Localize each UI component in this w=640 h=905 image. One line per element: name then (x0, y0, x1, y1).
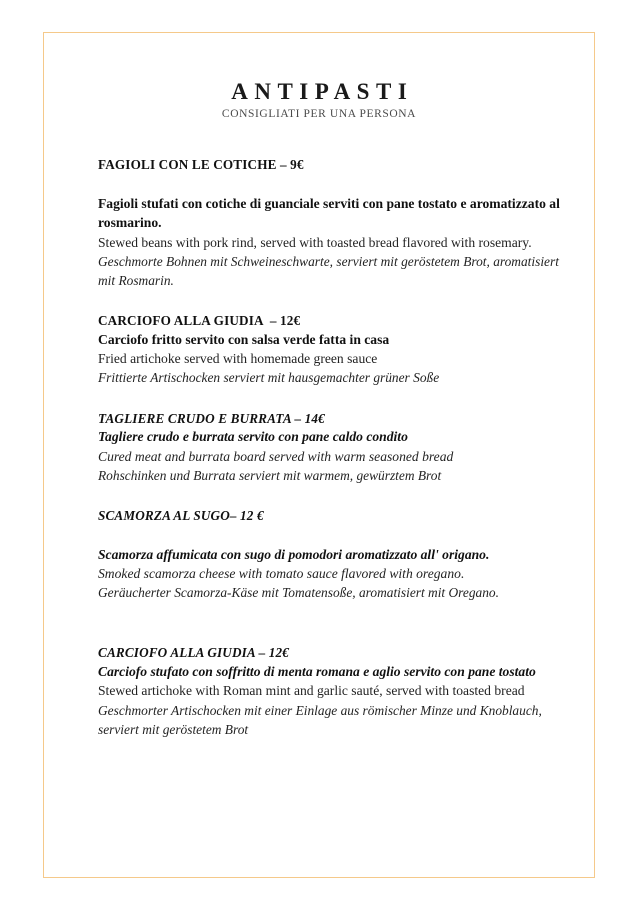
menu-item (98, 312, 567, 387)
menu-item-description-italian: Scamorza affumicata con sugo di pomodori aromatizzato all' origano. (98, 546, 490, 562)
menu-item-description-italian: Carciofo fritto servito con salsa verde fatta in casa (98, 331, 390, 347)
menu-item-name: CARCIOFO ALLA GIUDIA – 12€ (98, 645, 290, 661)
menu-item-description-italian: Carciofo stufato con soffritto di menta romana e aglio servito con pane tostato (98, 664, 536, 680)
menu-item (98, 507, 567, 602)
menu-item-name: FAGIOLI CON LE COTICHE – 9€ (98, 157, 304, 173)
spacer (98, 602, 567, 644)
spacer (98, 290, 567, 312)
menu-item-description-german: Geräucherter Scamorza-Käse mit Tomatensoße, aromatisiert mit Oregano. (98, 585, 499, 601)
spacer (98, 388, 567, 410)
menu-item-description-german: Geschmorter Artischocken mit einer Einlage aus römischer Minze und Knoblauch, serviert mit geröstetem Brot (98, 702, 542, 737)
menu-item-description-english: Stewed beans with pork rind, served with toasted bread flavored with rosemary. (98, 234, 532, 250)
menu-item (98, 156, 567, 290)
menu-item-description-english: Stewed artichoke with Roman mint and garlic sauté, served with toasted bread (98, 683, 525, 699)
spacer (98, 174, 567, 194)
spacer (98, 485, 567, 507)
page-subtitle: CONSIGLIATI PER UNA PERSONA (221, 108, 417, 121)
menu-item-description-italian: Tagliere crudo e burrata servito con pane caldo condito (98, 429, 408, 445)
menu-item-description-english: Cured meat and burrata board served with warm seasoned bread (98, 448, 454, 464)
menu-item-description-german: Geschmorte Bohnen mit Schweineschwarte, serviert mit geröstetem Brot, aromatisiert mit Rosmarin. (98, 254, 559, 289)
menu-item-name: CARCIOFO ALLA GIUDIA – 12€ (98, 313, 301, 329)
menu-content (43, 32, 595, 878)
menu-item-description-english: Smoked scamorza cheese with tomato sauce flavored with oregano. (98, 566, 465, 582)
menu-item-description-german: Rohschinken und Burrata serviert mit warmem, gewürztem Brot (98, 467, 442, 483)
spacer (98, 525, 567, 545)
menu-item (98, 644, 567, 738)
menu-item (98, 410, 567, 485)
menu-item-name: SCAMORZA AL SUGO– 12 € (98, 507, 264, 523)
menu-item-list (43, 156, 595, 739)
menu-header (43, 32, 595, 120)
page-title: ANTIPASTI (231, 79, 414, 104)
menu-item-description-italian: Fagioli stufati con cotiche di guanciale serviti con pane tostato e aromatizzato al rosmarino. (98, 196, 560, 231)
menu-item-description-english: Fried artichoke served with homemade green sauce (98, 351, 378, 367)
menu-item-name: TAGLIERE CRUDO E BURRATA – 14€ (98, 410, 325, 426)
menu-item-description-german: Frittierte Artischocken serviert mit hausgemachter grüner Soße (98, 370, 440, 386)
